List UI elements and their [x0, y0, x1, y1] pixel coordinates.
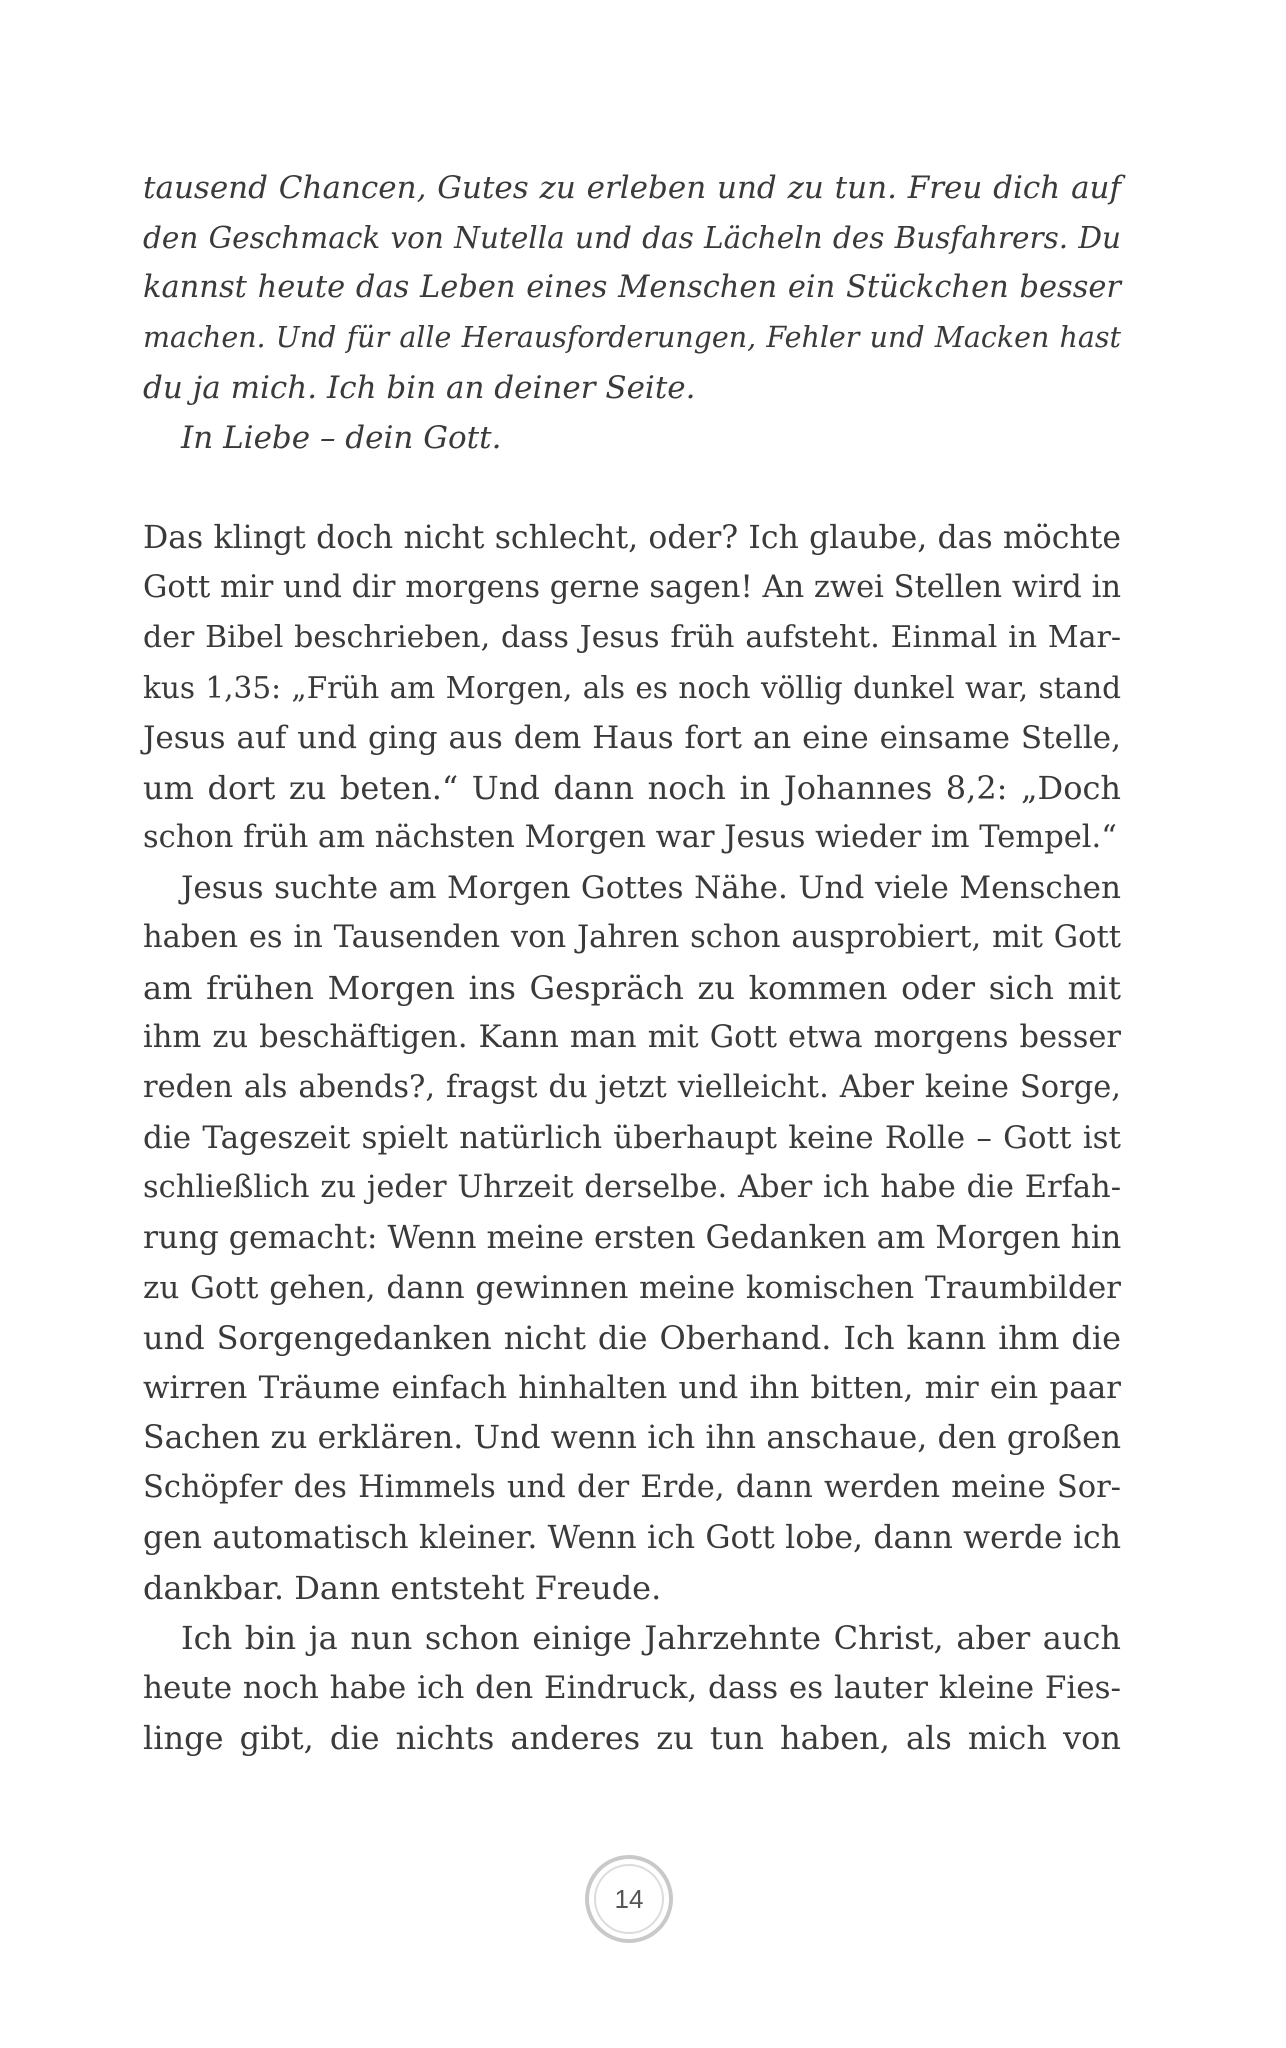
paragraph-line: ihm zu beschäftigen. Kann man mit Gott etwa morgens besser [143, 1020, 1121, 1055]
body-text [143, 513, 1121, 1763]
paragraph-line: schließlich zu jeder Uhrzeit derselbe. Aber ich habe die Erfah- [143, 1170, 1121, 1205]
paragraph-2 [143, 863, 1121, 1613]
paragraph-line: der Bibel beschrieben, dass Jesus früh aufsteht. Einmal in Mar- [143, 620, 1121, 655]
paragraph-line: rung gemacht: Wenn meine ersten Gedanken am Morgen hin [143, 1220, 1122, 1256]
paragraph-line: heute noch habe ich den Eindruck, dass es lauter kleine Fies- [143, 1670, 1121, 1706]
page-number-badge [585, 1855, 673, 1943]
paragraph-line: linge gibt, die nichts anderes zu tun haben, als mich von [143, 1719, 1121, 1757]
paragraph-line: die Tageszeit spielt natürlich überhaupt keine Rolle – Gott ist [143, 1120, 1121, 1156]
paragraph-line: schon früh am nächsten Morgen war Jesus wieder im Tempel.“ [143, 820, 1117, 855]
letter-line: den Geschmack von Nutella und das Lächeln des Busfahrers. Du [143, 221, 1121, 255]
paragraph-line: und Sorgengedanken nicht die Oberhand. Ich kann ihm die [143, 1319, 1121, 1357]
paragraph-line: dankbar. Dann entsteht Freude. [143, 1569, 662, 1607]
letter-line: machen. Und für alle Herausforderungen, Fehler und Macken hast [143, 321, 1121, 354]
paragraph-line: wirren Träume einfach hinhalten und ihn bitten, mir ein paar [143, 1370, 1121, 1406]
paragraph-line: Jesus auf und ging aus dem Haus fort an eine einsame Stelle, [143, 720, 1121, 756]
page-number: 14 [594, 1864, 664, 1934]
paragraph-line: Das klingt doch nicht schlecht, oder? Ich glaube, das möchte [143, 520, 1121, 556]
letter-line: du ja mich. Ich bin an deiner Seite. [143, 370, 696, 406]
paragraph-line: Sachen zu erklären. Und wenn ich ihn anschaue, den großen [143, 1420, 1121, 1456]
paragraph-line: Ich bin ja nun schon einige Jahrzehnte Christ, aber auch [181, 1619, 1121, 1657]
letter-line: kannst heute das Leben eines Menschen ein Stückchen besser [143, 270, 1121, 305]
paragraph-3 [143, 1613, 1121, 1763]
paragraph-line: Schöpfer des Himmels und der Erde, dann werden meine Sor- [143, 1470, 1121, 1505]
letter-excerpt [143, 163, 1121, 463]
paragraph-line: Jesus suchte am Morgen Gottes Nähe. Und viele Menschen [181, 870, 1121, 906]
paragraph-line: am frühen Morgen ins Gespräch zu kommen oder sich mit [143, 969, 1121, 1007]
paragraph-1 [143, 513, 1121, 863]
paragraph-line: haben es in Tausenden von Jahren schon ausprobiert, mit Gott [143, 920, 1121, 955]
paragraph-line: gen automatisch kleiner. Wenn ich Gott lobe, dann werde ich [143, 1520, 1121, 1556]
letter-signature: In Liebe – dein Gott. [181, 420, 502, 456]
paragraph-line: Gott mir und dir morgens gerne sagen! An zwei Stellen wird in [143, 570, 1121, 605]
paragraph-line: zu Gott gehen, dann gewinnen meine komischen Traumbilder [143, 1270, 1121, 1306]
letter-line: tausend Chancen, Gutes zu erleben und zu tun. Freu dich auf [143, 170, 1121, 206]
paragraph-line: um dort zu beten.“ Und dann noch in Johannes 8,2: „Doch [143, 769, 1121, 807]
paragraph-line: kus 1,35: „Früh am Morgen, als es noch völlig dunkel war, stand [143, 671, 1121, 705]
paragraph-line: reden als abends?, fragst du jetzt vielleicht. Aber keine Sorge, [143, 1070, 1121, 1105]
